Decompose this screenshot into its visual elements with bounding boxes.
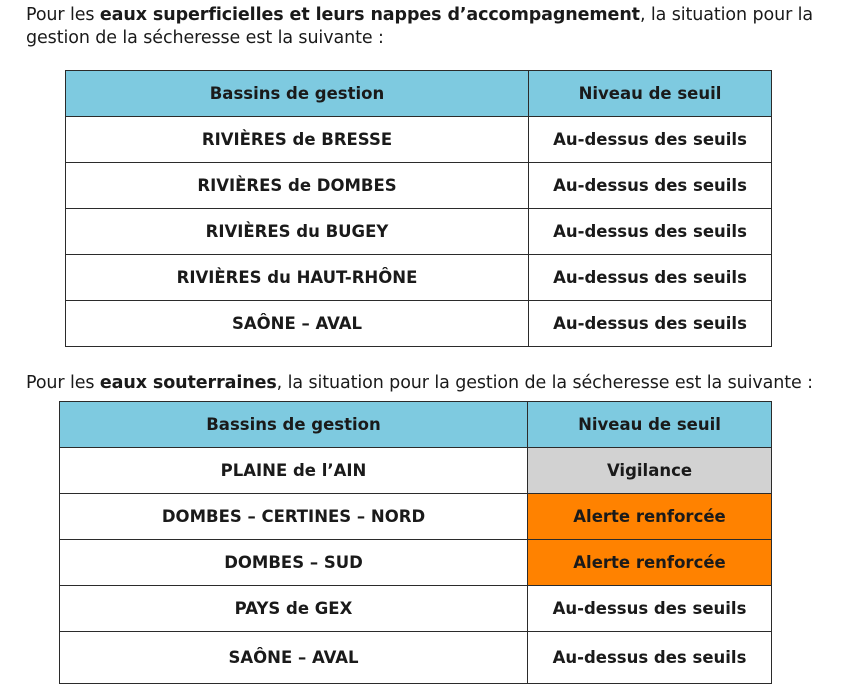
table-header-row bbox=[66, 71, 772, 117]
bassin-cell: RIVIÈRES du HAUT-RHÔNE bbox=[66, 255, 529, 301]
header-bassins: Bassins de gestion bbox=[66, 71, 529, 117]
intro-groundwater bbox=[26, 372, 846, 395]
header-niveau: Niveau de seuil bbox=[528, 402, 772, 448]
intro-bold: eaux superficielles et leurs nappes d’accompagnement bbox=[99, 5, 640, 25]
bassin-cell: RIVIÈRES de BRESSE bbox=[66, 117, 529, 163]
bassin-cell: DOMBES – SUD bbox=[60, 540, 528, 586]
niveau-cell: Au-dessus des seuils bbox=[529, 301, 772, 347]
niveau-cell: Au-dessus des seuils bbox=[528, 586, 772, 632]
intro-post: , la situation pour la gestion de la sécheresse est la suivante : bbox=[276, 373, 813, 393]
bassin-cell: PAYS de GEX bbox=[60, 586, 528, 632]
table-row bbox=[60, 586, 772, 632]
table-row bbox=[60, 494, 772, 540]
bassin-cell: RIVIÈRES de DOMBES bbox=[66, 163, 529, 209]
groundwater-table bbox=[59, 401, 772, 684]
bassin-cell: DOMBES – CERTINES – NORD bbox=[60, 494, 528, 540]
niveau-cell: Alerte renforcée bbox=[528, 540, 772, 586]
header-niveau: Niveau de seuil bbox=[529, 71, 772, 117]
bassin-cell: SAÔNE – AVAL bbox=[60, 632, 528, 684]
header-bassins: Bassins de gestion bbox=[60, 402, 528, 448]
niveau-cell: Vigilance bbox=[528, 448, 772, 494]
table-row bbox=[60, 448, 772, 494]
table-row bbox=[60, 632, 772, 684]
table-row bbox=[66, 209, 772, 255]
niveau-cell: Alerte renforcée bbox=[528, 494, 772, 540]
table-row bbox=[66, 117, 772, 163]
intro-post: , la situation pour la gestion de la sécheresse est la suivante : bbox=[26, 5, 814, 48]
intro-surface-waters bbox=[26, 4, 846, 50]
intro-bold: eaux souterraines bbox=[99, 373, 277, 393]
surface-waters-table bbox=[65, 70, 772, 347]
niveau-cell: Au-dessus des seuils bbox=[529, 209, 772, 255]
table-header-row bbox=[60, 402, 772, 448]
table-row bbox=[60, 540, 772, 586]
bassin-cell: SAÔNE – AVAL bbox=[66, 301, 529, 347]
table-row bbox=[66, 163, 772, 209]
niveau-cell: Au-dessus des seuils bbox=[529, 255, 772, 301]
intro-pre: Pour les bbox=[26, 373, 100, 393]
niveau-cell: Au-dessus des seuils bbox=[529, 163, 772, 209]
table-row bbox=[66, 301, 772, 347]
bassin-cell: PLAINE de l’AIN bbox=[60, 448, 528, 494]
niveau-cell: Au-dessus des seuils bbox=[528, 632, 772, 684]
niveau-cell: Au-dessus des seuils bbox=[529, 117, 772, 163]
table-row bbox=[66, 255, 772, 301]
bassin-cell: RIVIÈRES du BUGEY bbox=[66, 209, 529, 255]
intro-pre: Pour les bbox=[26, 5, 100, 25]
